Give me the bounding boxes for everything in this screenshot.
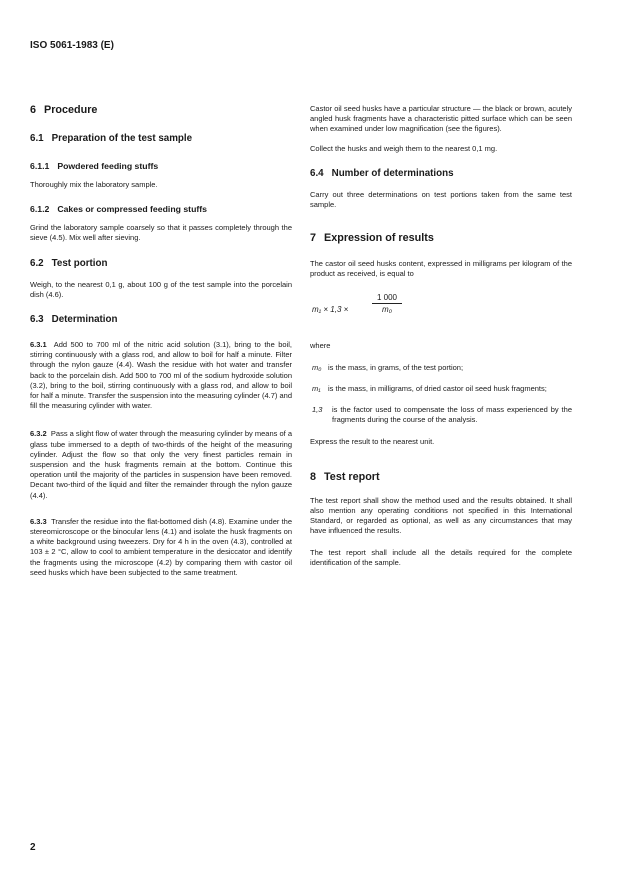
section-title: Cakes or compressed feeding stuffs bbox=[57, 204, 207, 215]
formula-numerator: 1 000 bbox=[376, 292, 398, 302]
section-title: Number of determinations bbox=[331, 167, 454, 179]
section-number: 6.3 bbox=[30, 314, 44, 326]
section-number: 6 bbox=[30, 104, 37, 116]
where-label: where bbox=[310, 340, 331, 350]
definition-symbol: m₀ bbox=[312, 362, 322, 372]
clause-text: Pass a slight flow of water through the measuring cylinder by means of a glass tube immersed to a depth of two-thirds of the height of the measuring cylinder. Adjust the flow so that only the very finest particles remain in suspension and the husk fragments remain at the bottom. Continue this operation until the majority of the particles in suspension have been removed. Decant two-third of the liquid and filter the remainder through the nylon gauze (4.4). bbox=[30, 429, 292, 500]
section-7-heading bbox=[310, 232, 572, 245]
formula-lhs: m₁ × 1,3 × bbox=[312, 304, 349, 314]
clause-text: Add 500 to 700 ml of the nitric acid solution (3.1), bring to the boil, stirring continuously with a glass rod, and allow to boil for half a minute. Filter through the nylon gauze (4.4). Wash the residue with hot water and transfer back to the porcelain dish. Add 500 to 700 ml of the sodium hydroxide solution (3.2), bring to the boil, stirring continuously with a glass rod, and allow to boil for half a minute. Transfer the suspension into the measuring cylinder (4.7) and fill the measuring cylinder with water. bbox=[30, 340, 293, 411]
section-6-1-1-text: Thoroughly mix the laboratory sample. bbox=[30, 180, 158, 189]
fraction-bar bbox=[372, 303, 402, 304]
section-title: Test report bbox=[324, 470, 380, 483]
definition-m1 bbox=[312, 384, 572, 394]
page-number: 2 bbox=[30, 842, 36, 853]
section-6-1-2-heading bbox=[30, 204, 292, 215]
section-6-1-2-text: Grind the laboratory sample coarsely so that it passes completely through the sieve (4.5). Mix well after sieving. bbox=[30, 223, 292, 243]
definition-symbol: m₁ bbox=[312, 384, 321, 394]
section-6-2-text: Weigh, to the nearest 0,1 g, about 100 g of the test sample into the porcelain dish (4.6). bbox=[30, 279, 292, 299]
section-6-2-heading bbox=[30, 258, 292, 270]
section-number: 6.4 bbox=[310, 167, 324, 179]
section-8-paragraph-1: The test report shall show the method used and the results obtained. It shall also mention any operating conditions not specified in this International Standard, or regarded as optional, as well as any circumstances that may have influenced the results. bbox=[310, 495, 572, 536]
section-number: 6.1.2 bbox=[30, 204, 50, 215]
section-8-heading bbox=[310, 471, 572, 484]
formula-denominator: m₀ bbox=[381, 304, 393, 314]
section-7-outro: Express the result to the nearest unit. bbox=[310, 436, 435, 446]
section-7-intro: The castor oil seed husks content, expressed in milligrams per kilogram of the product as received, is equal to bbox=[310, 259, 572, 279]
section-title: Test portion bbox=[51, 257, 108, 269]
husk-structure-paragraph: Castor oil seed husks have a particular structure — the black or brown, acutely angled husk fragments have a characteristic pitted surface which can be seen when examined under low magnification (see the figures). bbox=[310, 104, 572, 134]
section-number: 6.1.1 bbox=[30, 161, 50, 171]
section-6-heading bbox=[30, 104, 292, 117]
section-title: Expression of results bbox=[324, 232, 434, 245]
section-6-3-3-paragraph bbox=[30, 517, 292, 578]
definition-text: is the mass, in grams, of the test portion; bbox=[328, 362, 464, 372]
collect-husks-paragraph: Collect the husks and weigh them to the nearest 0,1 mg. bbox=[310, 143, 498, 153]
section-number: 7 bbox=[310, 232, 317, 245]
section-title: Determination bbox=[51, 314, 118, 326]
section-title: Procedure bbox=[44, 104, 98, 116]
section-6-1-1-heading bbox=[30, 161, 292, 172]
formula bbox=[310, 291, 572, 327]
definition-text: is the factor used to compensate the loss of mass experienced by the fragments during the course of the analysis. bbox=[332, 405, 572, 425]
definition-m0 bbox=[312, 363, 572, 373]
section-6-3-2-paragraph bbox=[30, 429, 292, 500]
clause-number: 6.3.3 bbox=[30, 516, 47, 526]
section-number: 6.1 bbox=[30, 133, 44, 144]
definition-factor bbox=[312, 405, 572, 425]
right-column bbox=[310, 104, 572, 579]
clause-number: 6.3.2 bbox=[30, 429, 47, 439]
section-number: 8 bbox=[310, 470, 317, 483]
definition-text: is the mass, in milligrams, of dried castor oil seed husk fragments; bbox=[328, 384, 547, 394]
section-6-3-heading bbox=[30, 314, 292, 326]
clause-text: Transfer the residue into the flat-bottomed dish (4.8). Examine under the stereomicroscope or the binocular lens (4.1) and isolate the husk fragments on a white background using tweezers. Dry for 4 h in the oven (4.3), controlled at 103 ± 2 °C, allow to cool to ambient temperature in the desiccator and identify the fragments using the microscope (4.2) by comparing them with castor oil seed husks which have been subjected to the same treatment. bbox=[30, 516, 292, 577]
document-id-header: ISO 5061-1983 (E) bbox=[30, 40, 114, 51]
formula-fraction bbox=[372, 293, 402, 314]
section-title: Powdered feeding stuffs bbox=[57, 161, 159, 171]
definition-symbol: 1,3 bbox=[312, 405, 323, 415]
section-6-4-text: Carry out three determinations on test portions taken from the same test sample. bbox=[310, 189, 572, 210]
section-8-paragraph-2: The test report shall include all the details required for the complete identification of the sample. bbox=[310, 547, 572, 567]
section-number: 6.2 bbox=[30, 257, 44, 269]
section-6-4-heading bbox=[310, 168, 572, 180]
section-title: Preparation of the test sample bbox=[51, 133, 193, 144]
section-6-1-heading bbox=[30, 133, 292, 145]
left-column bbox=[30, 104, 292, 589]
section-6-3-1-paragraph bbox=[30, 340, 292, 411]
clause-number: 6.3.1 bbox=[30, 340, 47, 350]
